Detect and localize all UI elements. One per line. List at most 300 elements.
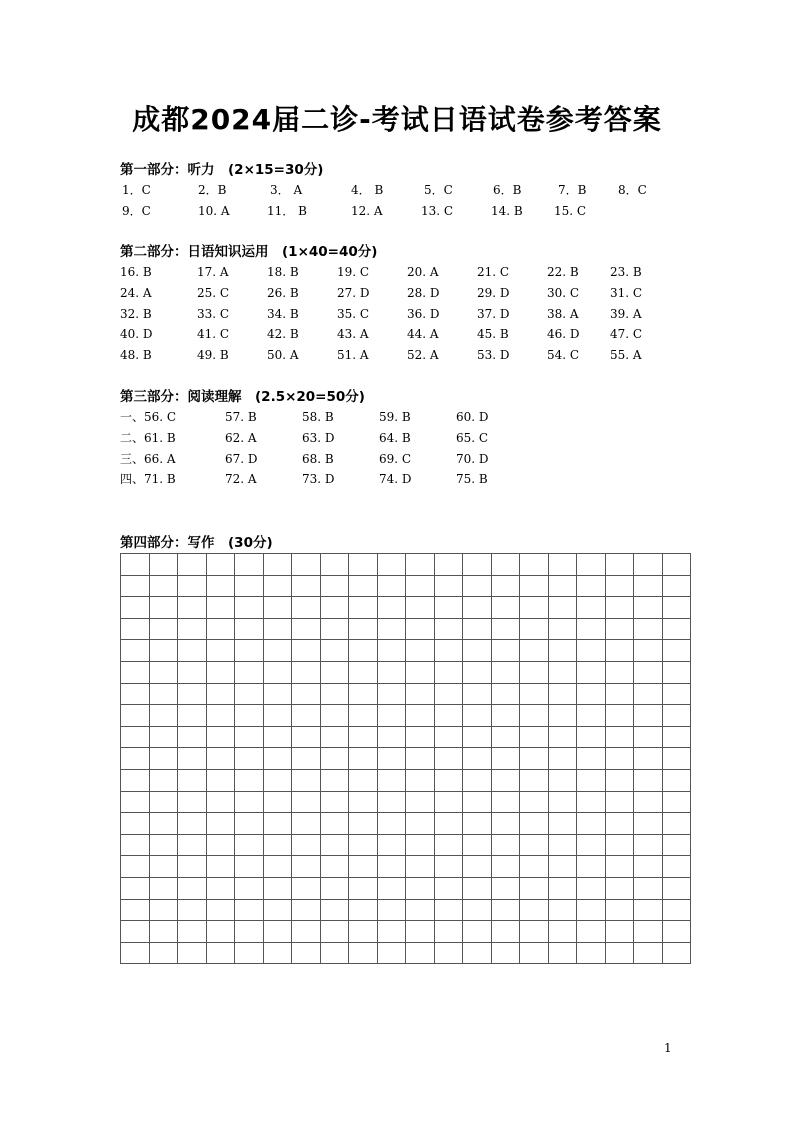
grid-cell — [235, 856, 264, 878]
grid-cell — [406, 813, 435, 835]
grid-cell — [577, 576, 606, 598]
grid-cell — [178, 576, 207, 598]
grid-cell — [235, 684, 264, 706]
grid-cell — [463, 619, 492, 641]
grid-cell — [207, 640, 236, 662]
grid-cell — [121, 576, 150, 598]
grid-cell — [463, 921, 492, 943]
answer-item: 8．C — [618, 183, 647, 197]
answer-item: 47. C — [610, 327, 643, 342]
answer-item: 26. B — [267, 285, 299, 300]
grid-cell — [520, 813, 549, 835]
grid-cell — [492, 576, 521, 598]
grid-cell — [577, 943, 606, 965]
grid-cell — [349, 640, 378, 662]
grid-cell — [606, 619, 635, 641]
answer-item: 69. C — [379, 451, 412, 466]
grid-cell — [150, 640, 179, 662]
grid-cell — [634, 835, 663, 857]
answer-item: 75. B — [456, 472, 488, 487]
section-reading — [120, 387, 700, 490]
grid-cell — [577, 619, 606, 641]
answer-item: 39. A — [610, 306, 642, 321]
grid-cell — [463, 554, 492, 576]
grid-cell — [406, 597, 435, 619]
grid-cell — [321, 748, 350, 770]
grid-cell — [663, 943, 692, 965]
grid-cell — [349, 921, 378, 943]
grid-cell — [492, 597, 521, 619]
grid-cell — [520, 792, 549, 814]
grid-cell — [292, 684, 321, 706]
grid-cell — [321, 597, 350, 619]
section-title: 第一部分：听力 (2×15=30分) — [120, 162, 324, 178]
grid-cell — [321, 727, 350, 749]
grid-cell — [492, 640, 521, 662]
grid-cell — [264, 878, 293, 900]
grid-cell — [606, 835, 635, 857]
grid-cell — [207, 878, 236, 900]
grid-cell — [435, 640, 464, 662]
grid-cell — [549, 554, 578, 576]
grid-cell — [264, 640, 293, 662]
grid-cell — [634, 943, 663, 965]
grid-cell — [150, 878, 179, 900]
answer-item: 29. D — [477, 285, 510, 300]
grid-cell — [207, 554, 236, 576]
answer-item: 35. C — [337, 306, 370, 321]
answer-item: 64. B — [379, 430, 411, 445]
grid-cell — [207, 943, 236, 965]
grid-cell — [235, 576, 264, 598]
grid-cell — [406, 792, 435, 814]
grid-cell — [577, 770, 606, 792]
grid-cell — [235, 727, 264, 749]
grid-cell — [292, 748, 321, 770]
grid-cell — [520, 770, 549, 792]
answer-item: 三、66. A — [120, 451, 176, 466]
answer-item: 65. C — [456, 430, 489, 445]
grid-cell — [292, 727, 321, 749]
grid-cell — [150, 705, 179, 727]
grid-cell — [463, 813, 492, 835]
grid-cell — [235, 835, 264, 857]
grid-cell — [121, 727, 150, 749]
answer-item: 20. A — [407, 265, 439, 279]
grid-cell — [577, 856, 606, 878]
grid-cell — [606, 770, 635, 792]
grid-cell — [463, 684, 492, 706]
answer-item: 14. B — [491, 203, 523, 218]
grid-cell — [549, 727, 578, 749]
grid-cell — [292, 943, 321, 965]
grid-cell — [435, 835, 464, 857]
page-number: 1 — [664, 1041, 672, 1055]
grid-cell — [634, 640, 663, 662]
grid-cell — [321, 921, 350, 943]
grid-cell — [435, 792, 464, 814]
grid-cell — [634, 705, 663, 727]
section-listening — [120, 160, 700, 222]
grid-cell — [549, 597, 578, 619]
grid-cell — [121, 878, 150, 900]
grid-cell — [121, 856, 150, 878]
grid-cell — [549, 792, 578, 814]
grid-cell — [178, 921, 207, 943]
grid-cell — [207, 770, 236, 792]
grid-cell — [634, 792, 663, 814]
grid-cell — [549, 878, 578, 900]
grid-cell — [292, 662, 321, 684]
grid-cell — [321, 705, 350, 727]
grid-cell — [292, 640, 321, 662]
grid-cell — [463, 878, 492, 900]
grid-cell — [406, 770, 435, 792]
grid-cell — [634, 597, 663, 619]
grid-cell — [463, 662, 492, 684]
grid-cell — [663, 856, 692, 878]
grid-cell — [492, 835, 521, 857]
grid-cell — [235, 748, 264, 770]
answer-item: 60. D — [456, 410, 489, 424]
grid-cell — [178, 835, 207, 857]
grid-cell — [121, 662, 150, 684]
answer-item: 1．C — [122, 183, 151, 197]
grid-cell — [406, 748, 435, 770]
grid-cell — [321, 813, 350, 835]
answer-item: 11． B — [267, 203, 307, 218]
grid-cell — [264, 727, 293, 749]
answer-item: 13. C — [421, 203, 454, 218]
grid-cell — [349, 727, 378, 749]
grid-cell — [435, 597, 464, 619]
grid-cell — [150, 619, 179, 641]
answer-item: 70. D — [456, 451, 489, 466]
grid-cell — [549, 770, 578, 792]
grid-cell — [435, 856, 464, 878]
grid-cell — [349, 619, 378, 641]
grid-cell — [321, 576, 350, 598]
grid-cell — [435, 878, 464, 900]
grid-cell — [549, 619, 578, 641]
grid-cell — [520, 640, 549, 662]
section-title: 第四部分：写作 (30分) — [120, 535, 273, 551]
answer-item: 45. B — [477, 327, 509, 342]
grid-cell — [406, 856, 435, 878]
grid-cell — [606, 921, 635, 943]
answer-item: 68. B — [302, 451, 334, 466]
grid-cell — [463, 597, 492, 619]
grid-cell — [235, 705, 264, 727]
grid-cell — [378, 619, 407, 641]
grid-cell — [577, 748, 606, 770]
grid-cell — [549, 662, 578, 684]
grid-cell — [207, 921, 236, 943]
grid-cell — [235, 619, 264, 641]
grid-cell — [150, 576, 179, 598]
grid-cell — [634, 748, 663, 770]
grid-cell — [150, 835, 179, 857]
grid-cell — [264, 770, 293, 792]
grid-cell — [634, 878, 663, 900]
grid-cell — [663, 662, 692, 684]
grid-cell — [207, 597, 236, 619]
grid-cell — [121, 792, 150, 814]
grid-cell — [549, 684, 578, 706]
answer-item: 24. A — [120, 285, 152, 300]
grid-cell — [207, 792, 236, 814]
answer-item: 46. D — [547, 327, 580, 342]
grid-cell — [378, 878, 407, 900]
grid-cell — [492, 900, 521, 922]
grid-cell — [150, 727, 179, 749]
grid-cell — [264, 900, 293, 922]
grid-cell — [178, 619, 207, 641]
grid-cell — [406, 554, 435, 576]
answer-item: 6．B — [493, 183, 522, 197]
answer-item: 17. A — [197, 265, 229, 279]
grid-cell — [520, 921, 549, 943]
grid-cell — [207, 576, 236, 598]
grid-cell — [577, 705, 606, 727]
grid-cell — [264, 921, 293, 943]
grid-cell — [520, 684, 549, 706]
grid-cell — [549, 813, 578, 835]
grid-cell — [634, 662, 663, 684]
grid-cell — [663, 640, 692, 662]
grid-cell — [463, 835, 492, 857]
grid-cell — [634, 684, 663, 706]
grid-cell — [321, 770, 350, 792]
grid-cell — [378, 835, 407, 857]
grid-cell — [349, 900, 378, 922]
grid-cell — [264, 943, 293, 965]
answer-item: 一、56. C — [120, 410, 177, 424]
grid-cell — [463, 748, 492, 770]
grid-cell — [264, 705, 293, 727]
grid-cell — [492, 727, 521, 749]
grid-cell — [606, 792, 635, 814]
answer-item: 33. C — [197, 306, 230, 321]
grid-cell — [349, 770, 378, 792]
grid-cell — [207, 835, 236, 857]
answer-item: 49. B — [197, 348, 229, 363]
grid-cell — [577, 835, 606, 857]
answer-item: 31. C — [610, 285, 643, 300]
grid-cell — [292, 856, 321, 878]
grid-cell — [549, 576, 578, 598]
grid-cell — [150, 900, 179, 922]
grid-cell — [235, 640, 264, 662]
answer-row — [120, 180, 700, 201]
grid-cell — [349, 856, 378, 878]
grid-cell — [663, 900, 692, 922]
grid-cell — [292, 921, 321, 943]
grid-cell — [178, 813, 207, 835]
grid-cell — [207, 727, 236, 749]
grid-cell — [634, 619, 663, 641]
answer-item: 30. C — [547, 285, 580, 300]
grid-cell — [492, 792, 521, 814]
grid-cell — [492, 813, 521, 835]
grid-cell — [492, 684, 521, 706]
grid-cell — [435, 705, 464, 727]
grid-cell — [463, 576, 492, 598]
grid-cell — [520, 554, 549, 576]
grid-cell — [207, 662, 236, 684]
grid-cell — [207, 705, 236, 727]
grid-cell — [549, 943, 578, 965]
grid-cell — [634, 856, 663, 878]
grid-cell — [378, 554, 407, 576]
grid-cell — [520, 835, 549, 857]
grid-cell — [663, 921, 692, 943]
grid-cell — [321, 835, 350, 857]
grid-cell — [378, 640, 407, 662]
answer-item: 50. A — [267, 348, 299, 363]
grid-cell — [606, 597, 635, 619]
answer-row — [120, 283, 700, 304]
answer-row — [120, 407, 700, 428]
grid-cell — [178, 943, 207, 965]
answer-item: 44. A — [407, 327, 439, 342]
grid-cell — [349, 835, 378, 857]
grid-cell — [492, 554, 521, 576]
grid-cell — [207, 900, 236, 922]
grid-cell — [349, 684, 378, 706]
grid-cell — [634, 900, 663, 922]
grid-cell — [321, 662, 350, 684]
grid-cell — [520, 619, 549, 641]
grid-cell — [492, 856, 521, 878]
grid-cell — [577, 727, 606, 749]
grid-cell — [435, 727, 464, 749]
grid-cell — [349, 792, 378, 814]
answer-row — [120, 469, 700, 490]
grid-cell — [549, 640, 578, 662]
answer-item: 25. C — [197, 285, 230, 300]
answer-item: 22. B — [547, 265, 579, 279]
grid-cell — [663, 619, 692, 641]
grid-cell — [264, 576, 293, 598]
grid-cell — [378, 921, 407, 943]
grid-cell — [406, 878, 435, 900]
grid-cell — [520, 727, 549, 749]
answer-item: 9．C — [122, 203, 151, 218]
answer-item: 55. A — [610, 348, 642, 363]
grid-cell — [577, 640, 606, 662]
grid-cell — [349, 748, 378, 770]
grid-cell — [178, 705, 207, 727]
grid-cell — [492, 619, 521, 641]
grid-cell — [292, 619, 321, 641]
grid-cell — [577, 900, 606, 922]
section-title: 第二部分：日语知识运用 (1×40=40分) — [120, 244, 378, 260]
grid-cell — [321, 900, 350, 922]
grid-cell — [121, 597, 150, 619]
grid-cell — [349, 662, 378, 684]
grid-cell — [634, 770, 663, 792]
grid-cell — [235, 792, 264, 814]
grid-cell — [406, 835, 435, 857]
grid-cell — [520, 878, 549, 900]
grid-cell — [492, 770, 521, 792]
section-title: 第三部分：阅读理解 (2.5×20=50分) — [120, 389, 365, 405]
answer-row — [120, 304, 700, 325]
grid-cell — [606, 943, 635, 965]
grid-cell — [663, 576, 692, 598]
grid-cell — [406, 921, 435, 943]
answer-item: 2．B — [198, 183, 227, 197]
grid-cell — [663, 597, 692, 619]
answer-item: 62. A — [225, 430, 257, 445]
grid-cell — [321, 943, 350, 965]
grid-cell — [378, 943, 407, 965]
grid-cell — [435, 900, 464, 922]
grid-cell — [235, 662, 264, 684]
grid-cell — [463, 792, 492, 814]
grid-cell — [549, 921, 578, 943]
grid-cell — [435, 748, 464, 770]
grid-cell — [378, 748, 407, 770]
grid-cell — [663, 748, 692, 770]
answer-item: 28. D — [407, 285, 440, 300]
grid-cell — [606, 856, 635, 878]
grid-cell — [150, 943, 179, 965]
grid-cell — [577, 813, 606, 835]
grid-cell — [292, 770, 321, 792]
grid-cell — [235, 770, 264, 792]
answer-item: 42. B — [267, 327, 299, 342]
grid-cell — [463, 705, 492, 727]
answer-item: 40. D — [120, 327, 153, 342]
grid-cell — [121, 900, 150, 922]
grid-cell — [321, 554, 350, 576]
grid-cell — [520, 943, 549, 965]
grid-cell — [378, 576, 407, 598]
grid-cell — [207, 748, 236, 770]
grid-cell — [264, 619, 293, 641]
grid-cell — [178, 792, 207, 814]
grid-cell — [321, 640, 350, 662]
grid-cell — [606, 900, 635, 922]
grid-cell — [349, 705, 378, 727]
grid-cell — [663, 813, 692, 835]
grid-cell — [264, 792, 293, 814]
grid-cell — [606, 748, 635, 770]
grid-cell — [150, 597, 179, 619]
answer-row — [120, 428, 700, 449]
grid-cell — [606, 554, 635, 576]
answer-item: 51. A — [337, 348, 369, 363]
grid-cell — [520, 856, 549, 878]
grid-cell — [150, 856, 179, 878]
answer-item: 23. B — [610, 265, 642, 279]
answer-item: 四、71. B — [120, 472, 176, 487]
grid-cell — [150, 792, 179, 814]
answer-item: 59. B — [379, 410, 411, 424]
grid-cell — [349, 813, 378, 835]
grid-cell — [463, 727, 492, 749]
answer-item: 54. C — [547, 348, 580, 363]
grid-cell — [292, 554, 321, 576]
answer-item: 15. C — [554, 203, 587, 218]
grid-cell — [178, 856, 207, 878]
answer-item: 7．B — [558, 183, 587, 197]
grid-cell — [292, 813, 321, 835]
grid-cell — [150, 554, 179, 576]
grid-cell — [235, 943, 264, 965]
